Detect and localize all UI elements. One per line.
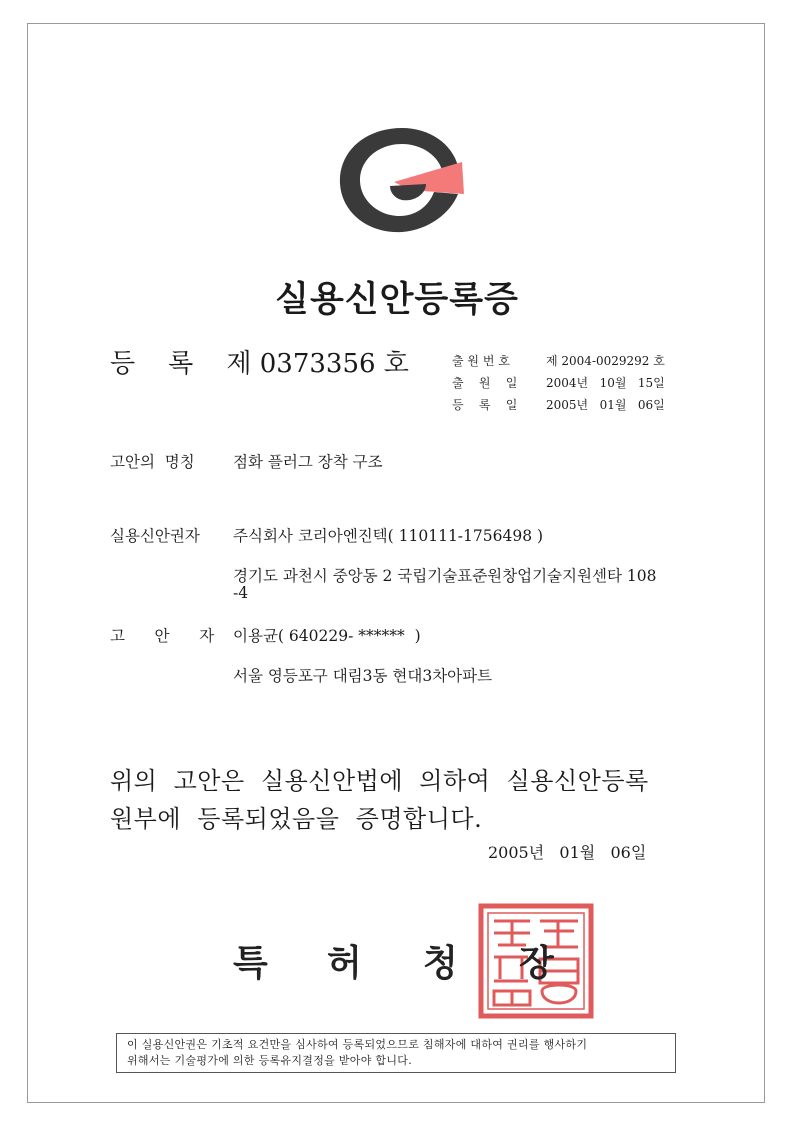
certification-statement [110,762,649,838]
issue-date: 2005년 01월 06일 [488,843,647,862]
holder-name: 주식회사 코리아엔진텍( 110111-1756498 ) [233,527,544,545]
document-title: 실용신안등록증 [275,280,519,320]
statement-line2: 원부에 등록되었음을 증명합니다. [110,805,483,833]
office-char-2: 허 [327,943,362,984]
legal-notice-box [116,1033,676,1073]
holder-label: 실용신안권자 [110,527,200,545]
info-value: 2004년 10월 15일 [546,376,665,390]
inventor-label: 고 안 자 [110,627,215,645]
info-row [452,394,665,416]
info-label: 출 원 일 [452,376,518,390]
inventor-name: 이용균( 640229- ****** ) [233,627,421,645]
office-char-4: 장 [519,943,554,984]
registration-number-value: 0373356 [259,349,376,379]
registration-prefix: 등 록 제 [110,349,252,379]
info-label: 출 원 번 호 [452,354,510,368]
notice-line2: 위해서는 기술평가에 의한 등록유지결정을 받아야 합니다. [127,1054,413,1067]
registration-suffix: 호 [383,349,409,379]
statement-line1: 위의 고안은 실용신안법에 의하여 실용신안등록 [110,767,649,795]
info-value: 2005년 01월 06일 [546,398,665,412]
design-name-label: 고안의 명칭 [110,453,195,471]
design-name-value: 점화 플러그 장착 구조 [233,453,383,471]
info-row [452,350,665,372]
application-info [452,350,665,416]
registration-number [110,343,409,380]
info-label: 등 록 일 [452,398,518,412]
info-row [452,372,665,394]
holder-address-line2: -4 [233,584,249,602]
inventor-address: 서울 영등포구 대림3동 현대3차아파트 [233,667,493,685]
government-emblem-logo [330,122,470,242]
holder-address-line1: 경기도 과천시 중앙동 2 국립기술표준원창업기술지원센타 108 [233,567,657,585]
office-char-1: 특 [233,943,268,984]
notice-line1: 이 실용신안권은 기초적 요건만을 심사하여 등록되었으므로 침해자에 대하여 권리를 행사하기 [127,1038,588,1051]
info-value: 제 2004-0029292 호 [546,354,665,368]
office-char-3: 청 [423,943,458,984]
